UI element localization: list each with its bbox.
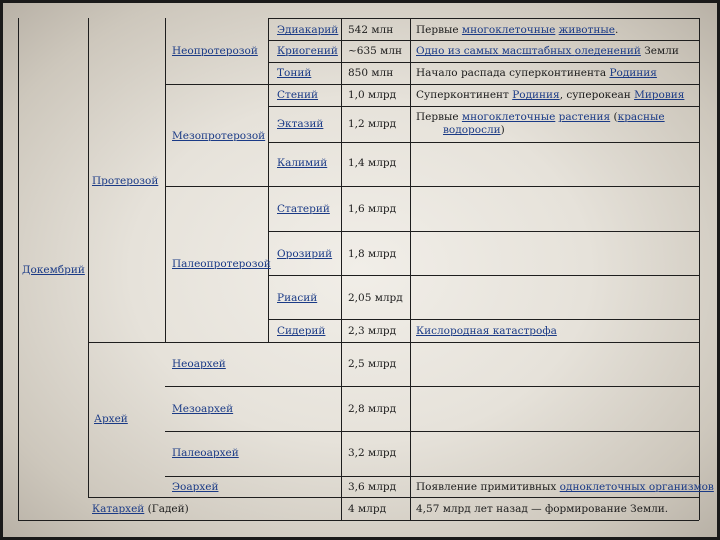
col-line (165, 18, 166, 342)
col-line (341, 18, 342, 520)
age-cell: 850 млн (348, 67, 394, 79)
eon-archean[interactable]: Архей (94, 413, 128, 425)
event-cell (416, 503, 668, 516)
row-line (268, 62, 699, 63)
row-line (268, 319, 699, 320)
col-line (88, 18, 89, 497)
event-link[interactable]: животные (558, 24, 615, 36)
katarchean-suffix: (Гадей) (144, 503, 189, 515)
eon-proterozoic[interactable]: Протерозой (92, 175, 159, 187)
age-cell: 2,5 млрд (348, 358, 397, 370)
event-cell (416, 111, 665, 124)
age-cell: 1,2 млрд (348, 118, 397, 130)
row-line (268, 231, 699, 232)
col-line (268, 18, 269, 342)
row-line (88, 342, 699, 343)
event-text: Первые (416, 24, 462, 36)
period-tonian[interactable]: Тоний (277, 67, 312, 79)
event-link[interactable]: Мировия (634, 89, 685, 101)
event-link[interactable]: многоклеточные (461, 111, 556, 123)
eon-precambrian[interactable]: Докембрий (22, 264, 85, 276)
eon-katarchean (92, 503, 189, 516)
row-line (268, 275, 699, 276)
era-neoproterozoic[interactable]: Неопротерозой (172, 45, 258, 57)
event-text: 4,57 млрд лет назад — формирование Земли. (416, 503, 669, 515)
event-link[interactable]: многоклеточные (461, 24, 556, 36)
event-link[interactable]: водоросли (443, 124, 501, 136)
event-cell-continued (443, 124, 505, 137)
event-text: Суперконтинент (416, 89, 513, 101)
period-siderian[interactable]: Сидерий (277, 325, 326, 337)
event-cell (416, 67, 657, 80)
event-cell (416, 481, 714, 494)
katarchean-link[interactable]: Катархей (92, 503, 145, 515)
event-cell (416, 45, 679, 58)
event-text: . (614, 24, 619, 36)
row-line (268, 142, 699, 143)
age-cell: 3,2 млрд (348, 447, 397, 459)
event-text: ) (500, 124, 505, 136)
age-cell: 2,05 млрд (348, 292, 403, 304)
event-text: ( (610, 111, 618, 123)
age-cell: 2,3 млрд (348, 325, 397, 337)
event-link[interactable]: Кислородная катастрофа (416, 325, 557, 337)
col-line (699, 18, 700, 520)
event-text: Начало распада суперконтинента (416, 67, 610, 79)
era-eoarchean[interactable]: Эоархей (172, 481, 219, 493)
col-line (410, 18, 411, 520)
event-link[interactable]: растения (558, 111, 611, 123)
col-line (18, 18, 19, 520)
age-cell: 1,8 млрд (348, 248, 397, 260)
age-cell: 1,0 млрд (348, 89, 397, 101)
event-cell (416, 24, 618, 37)
age-cell: 1,4 млрд (348, 157, 397, 169)
age-cell: 2,8 млрд (348, 403, 397, 415)
age-cell: ~635 млн (348, 45, 403, 57)
event-link[interactable]: красные (617, 111, 665, 123)
era-paleoproterozoic[interactable]: Палеопротерозой (172, 258, 271, 270)
period-calymmian[interactable]: Калимий (277, 157, 328, 169)
event-cell (416, 325, 557, 338)
era-neoarchean[interactable]: Неоархей (172, 358, 226, 370)
event-link[interactable]: одноклеточных организмов (559, 481, 714, 493)
row-line (165, 186, 699, 187)
age-cell: 4 млрд (348, 503, 387, 515)
event-text: Земли (640, 45, 679, 57)
period-ediacaran[interactable]: Эдиакарий (277, 24, 339, 36)
period-orosirian[interactable]: Орозирий (277, 248, 333, 260)
row-line (268, 40, 699, 41)
era-mesoproterozoic[interactable]: Мезопротерозой (172, 130, 266, 142)
age-cell: 542 млн (348, 24, 394, 36)
event-link[interactable]: Родиния (609, 67, 657, 79)
period-rhyacian[interactable]: Риасий (277, 292, 318, 304)
period-statherian[interactable]: Статерий (277, 203, 330, 215)
event-text: Появление примитивных (416, 481, 560, 493)
event-cell (416, 89, 684, 102)
period-ectasian[interactable]: Эктазий (277, 118, 324, 130)
row-line (165, 386, 699, 387)
event-text: Первые (416, 111, 462, 123)
row-line (165, 431, 699, 432)
row-line (165, 476, 699, 477)
age-cell: 3,6 млрд (348, 481, 397, 493)
row-line (18, 520, 699, 521)
age-cell: 1,6 млрд (348, 203, 397, 215)
event-text: , суперокеан (559, 89, 635, 101)
era-mesoarchean[interactable]: Мезоархей (172, 403, 234, 415)
period-cryogenian[interactable]: Криогений (277, 45, 338, 57)
era-paleoarchean[interactable]: Палеоархей (172, 447, 239, 459)
row-line (165, 84, 699, 85)
event-link[interactable]: оледенений (574, 45, 641, 57)
row-line (268, 106, 699, 107)
event-link[interactable]: Одно из самых масштабных (416, 45, 575, 57)
period-stenian[interactable]: Стений (277, 89, 319, 101)
event-link[interactable]: Родиния (512, 89, 560, 101)
row-line (268, 18, 699, 19)
row-line (88, 497, 699, 498)
